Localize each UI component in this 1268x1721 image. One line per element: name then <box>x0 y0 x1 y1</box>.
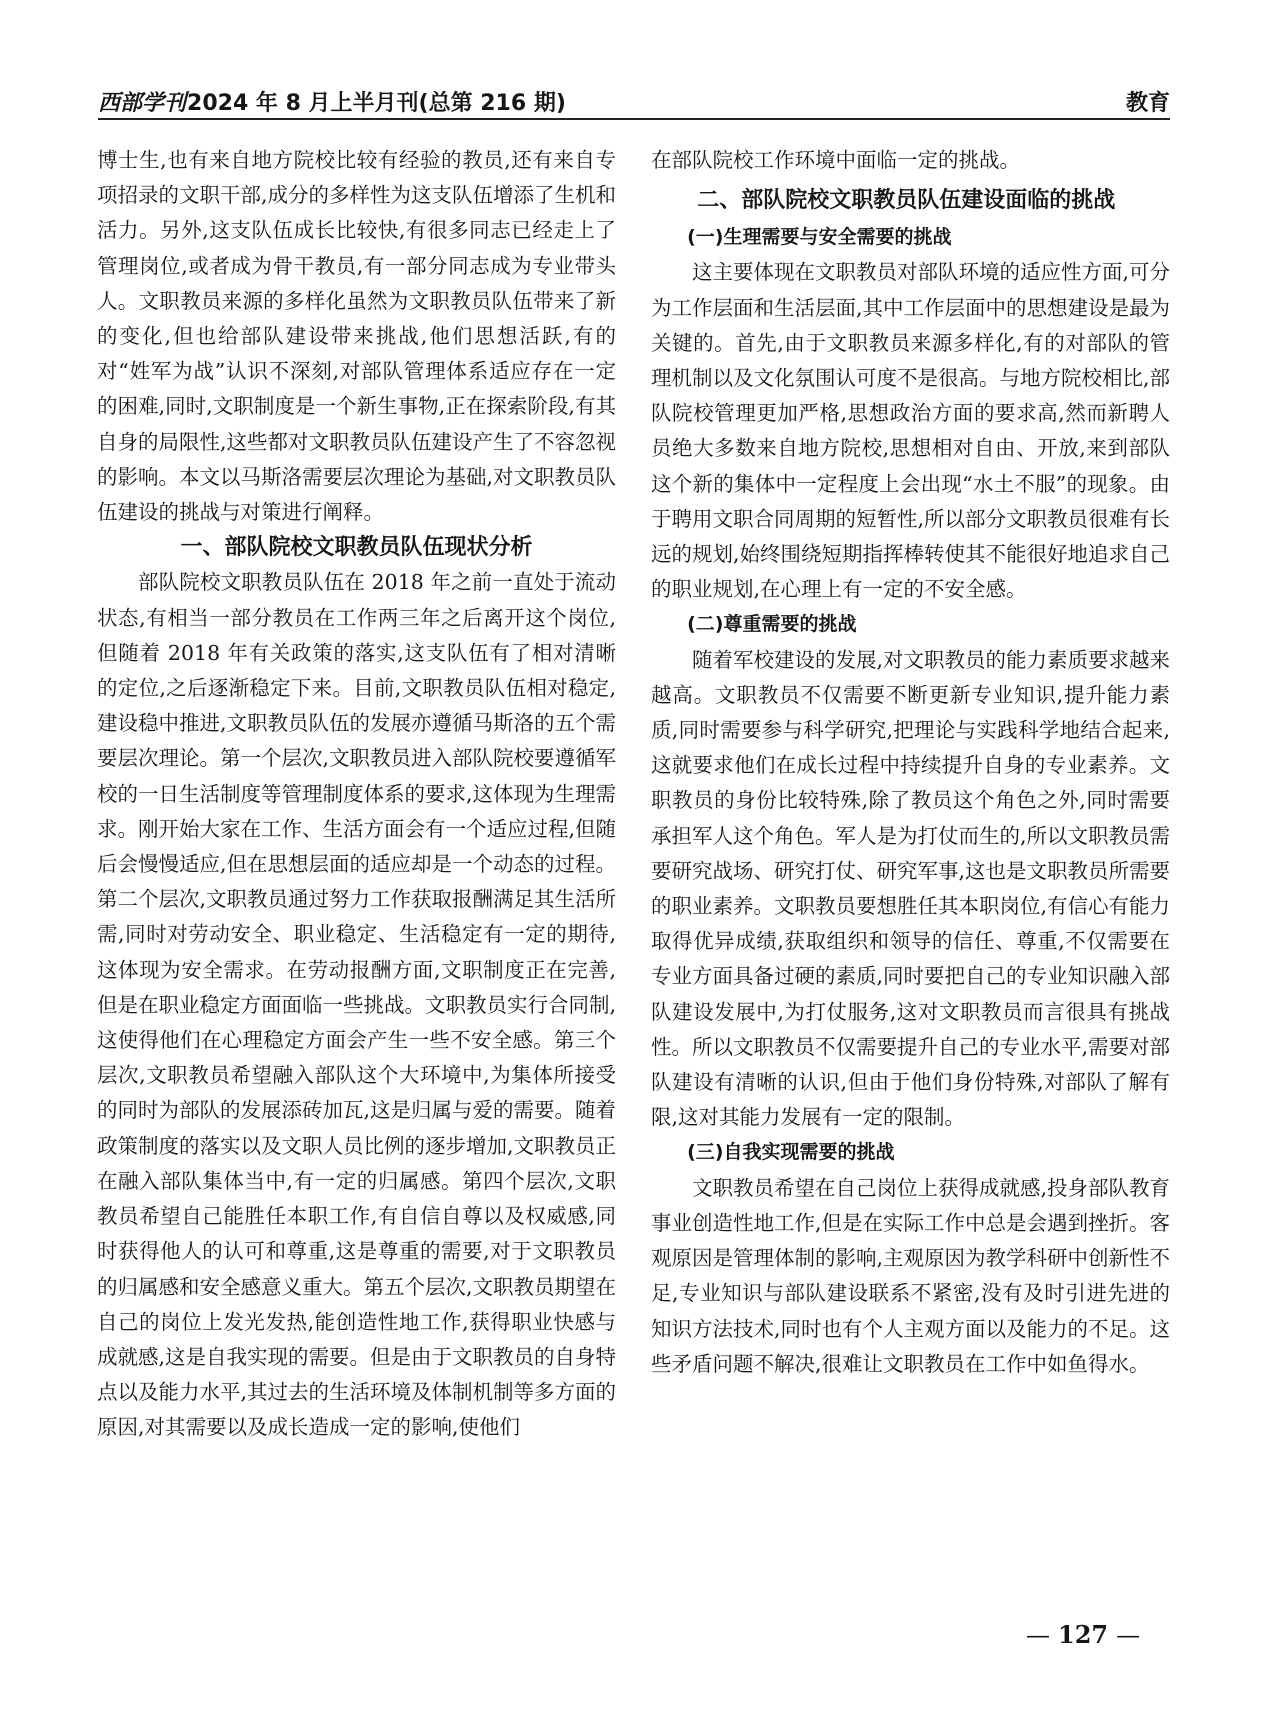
page-number-value: 127 <box>1058 1620 1109 1649</box>
paragraph-continued: 在部队院校工作环境中面临一定的挑战。 <box>651 148 1020 172</box>
section-label: 教育 <box>1125 91 1170 116</box>
dash-right: — <box>1116 1621 1141 1649</box>
section-heading-2: 二、部队院校文职教员队伍建设面临的挑战 <box>697 188 1116 214</box>
paragraph-intro-continued: 博士生,也有来自地方院校比较有经验的教员,还有来自专项招录的文职干部,成分的多样性为这支队伍增添了生机和活力。另外,这支队伍成长比较快,有很多同志已经走上了管理岗位,或者成为骨干教员,有一部分同志成为专业带头人。文职教员来源的多样化虽然为文职教员队伍带来了新的变化,但也给部队建设带来挑战,他们思想活跃,有的对“姓军为战”认识不深刻,对部队管理体系适应存在一定的困难,同时,文职制度是一个新生事物,正在探索阶段,有其自身的局限性,这些都对文职教员队伍建设产生了不容忽视的影响。本文以马斯洛需要层次理论为基础,对文职教员队伍建设的挑战与对策进行阐释。 <box>97 148 617 525</box>
paragraph-status-analysis: 部队院校文职教员队伍在 2018 年之前一直处于流动状态,有相当一部分教员在工作两三年之后离开这个岗位,但随着 2018 年有关政策的落实,这支队伍有了相对清晰的定位,之后逐渐稳定下来。目前,文职教员队伍相对稳定,建设稳中推进,文职教员队伍的发展亦遵循马斯洛的五个需要层次理论。第一个层次,文职教员进入部队院校要遵循军校的一日生活制度等管理制度体系的要求,这体现为生理需求。刚开始大家在工作、生活方面会有一个适应过程,但随后会慢慢适应,但在思想层面的适应却是一个动态的过程。第二个层次,文职教员通过努力工作获取报酬满足其生活所需,同时对劳动安全、职业稳定、生活稳定有一定的期待,这体现为安全需求。在劳动报酬方面,文职制度正在完善,但是在职业稳定方面面临一些挑战。文职教员实行合同制,这使得他们在心理稳定方面会产生一些不安全感。第三个层次,文职教员希望融入部队这个大环境中,为集体所接受的同时为部队的发展添砖加瓦,这是归属与爱的需要。随着政策制度的落实以及文职人员比例的逐步增加,文职教员正在融入部队集体当中,有一定的归属感。第四个层次,文职教员希望自己能胜任本职工作,有自信自尊以及权威感,同时获得他人的认可和尊重,这是尊重的需要,对于文职教员的归属感和安全感意义重大。第五个层次,文职教员期望在自己的岗位上发光发热,能创造性地工作,获得职业快感与成就感,这是自我实现的需要。但是由于文职教员的自身特点以及能力水平,其过去的生活环境及体制机制等多方面的原因,对其需要以及成长造成一定的影响,使他们 <box>97 570 617 1440</box>
subheading-esteem: (二)尊重需要的挑战 <box>687 613 857 636</box>
left-column <box>97 143 616 1446</box>
page-header <box>98 86 1170 126</box>
page-number <box>1018 1620 1148 1649</box>
paragraph-physiological-safety: 这主要体现在文职教员对部队环境的适应性方面,可分为工作层面和生活层面,其中工作层面中的思想建设是最为关键的。首先,由于文职教员来源多样化,有的对部队的管理机制以及文化氛围认可度不是很高。与地方院校相比,部队院校管理更加严格,思想政治方面的要求高,然而新聘人员绝大多数来自地方院校,思想相对自由、开放,来到部队这个新的集体中一定程度上会出现“水土不服”的现象。由于聘用文职合同周期的短暂性,所以部分文职教员很难有长远的规划,始终围绕短期指挥棒转使其不能很好地追求自己的职业规划,在心理上有一定的不安全感。 <box>651 260 1171 602</box>
issue-info: 2024 年 8 月上半月刊(总第 216 期) <box>187 91 566 116</box>
header-rule <box>98 118 1170 120</box>
dash-left: — <box>1026 1621 1050 1649</box>
paragraph-self-actualization: 文职教员希望在自己岗位上获得成就感,投身部队教育事业创造性地工作,但是在实际工作中总是会遇到挫折。客观原因是管理体制的影响,主观原因为教学科研中创新性不足,专业知识与部队建设联系不紧密,没有及时引进先进的知识方法技术,同时也有个人主观方面以及能力的不足。这些矛盾问题不解决,很难让文职教员在工作中如鱼得水。 <box>651 1175 1171 1376</box>
section-heading-1: 一、部队院校文职教员队伍现状分析 <box>180 535 533 561</box>
subheading-self-actualization: (三)自我实现需要的挑战 <box>687 1141 895 1164</box>
journal-logo: 西部学刊 <box>98 90 187 116</box>
subheading-physiological-safety: (一)生理需要与安全需要的挑战 <box>687 226 952 249</box>
right-column <box>651 143 1170 1382</box>
journal-title <box>98 86 566 117</box>
paragraph-esteem: 随着军校建设的发展,对文职教员的能力素质要求越来越高。文职教员不仅需要不断更新专业知识,提升能力素质,同时需要参与科学研究,把理论与实践科学地结合起来,这就要求他们在成长过程中持续提升自身的专业素养。文职教员的身份比较特殊,除了教员这个角色之外,同时需要承担军人这个角色。军人是为打仗而生的,所以文职教员需要研究战场、研究打仗、研究军事,这也是文职教员所需要的职业素养。文职教员要想胜任其本职岗位,有信心有能力取得优异成绩,获取组织和领导的信任、尊重,不仅需要在专业方面具备过硬的素质,同时要把自己的专业知识融入部队建设发展中,为打仗服务,这对文职教员而言很具有挑战性。所以文职教员不仅需要提升自己的专业水平,需要对部队建设有清晰的认识,但由于他们身份特殊,对部队了解有限,这对其能力发展有一定的限制。 <box>651 647 1171 1130</box>
